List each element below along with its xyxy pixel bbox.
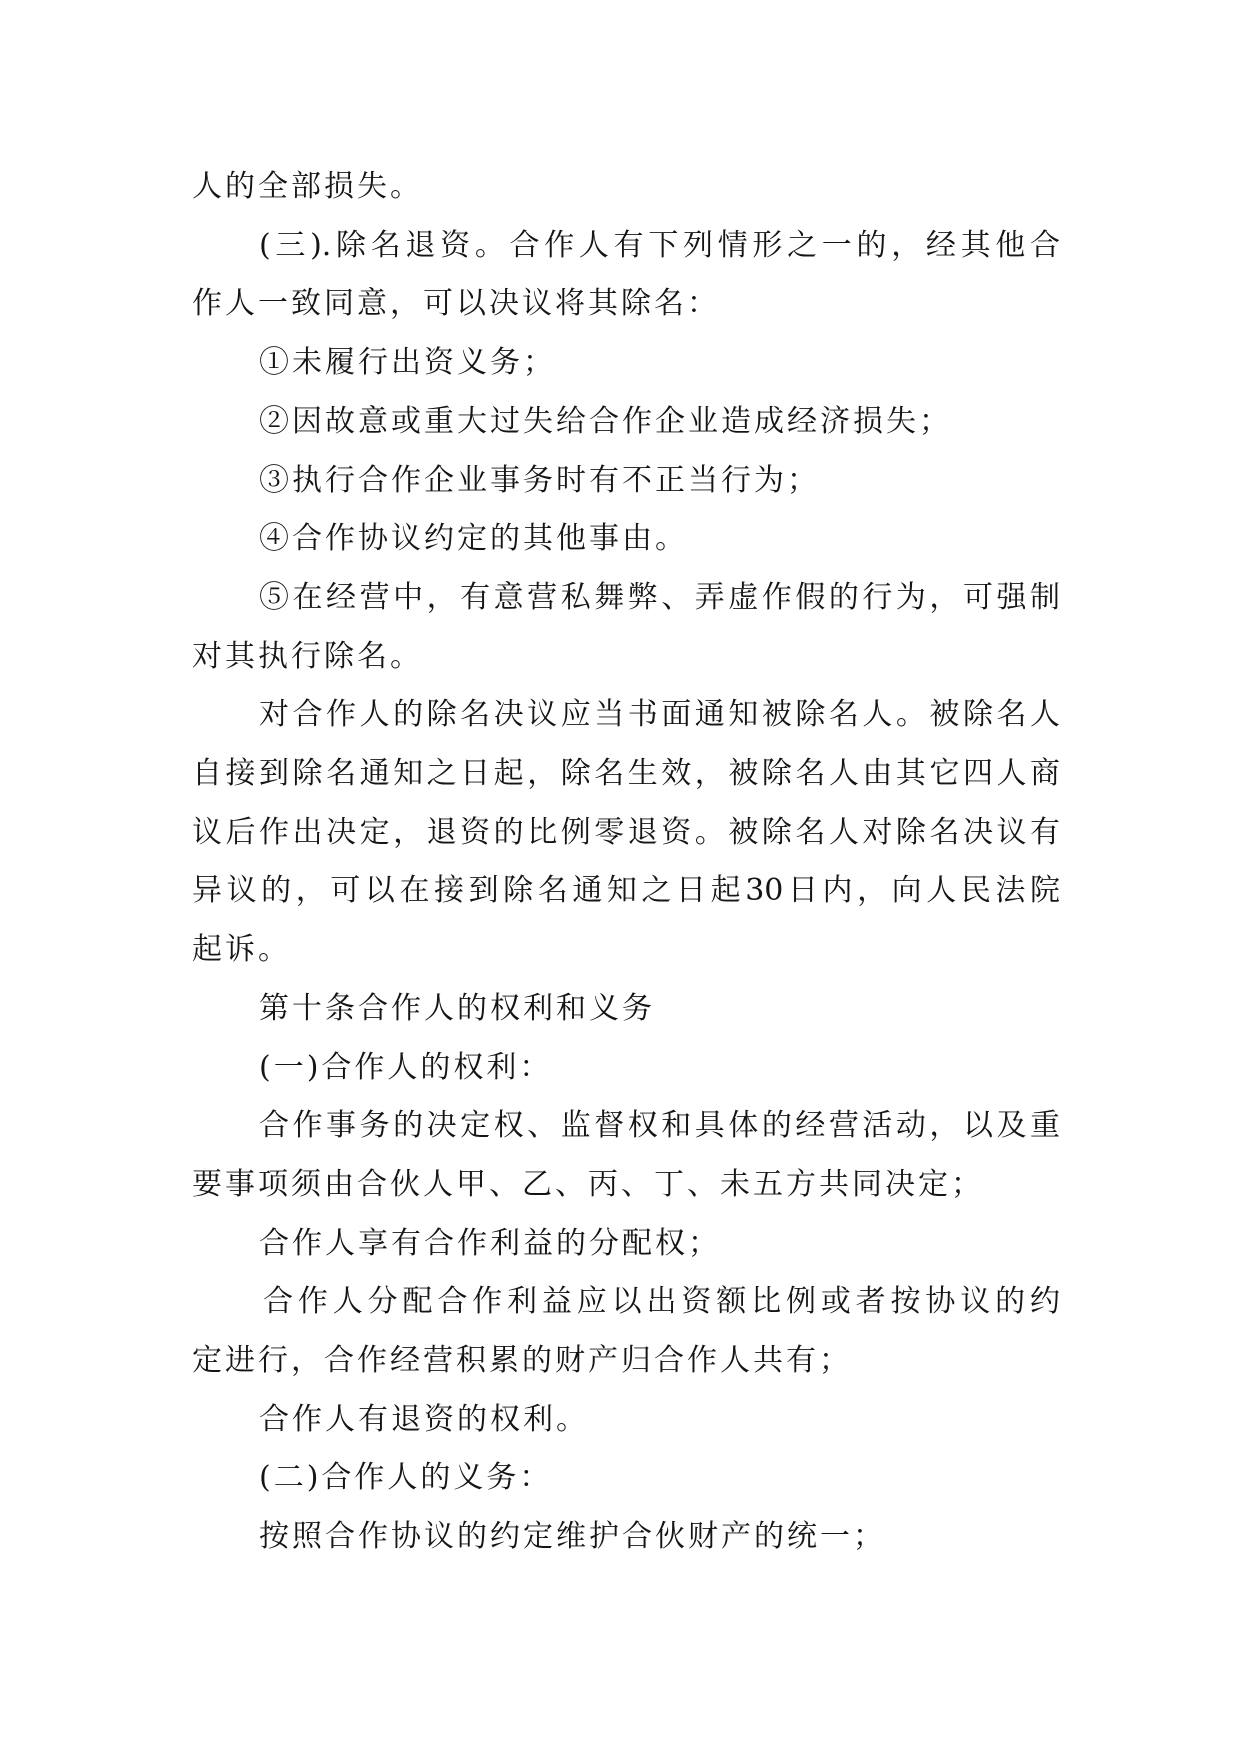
paragraph-line: 要事项须由合伙人甲、乙、丙、丁、未五方共同决定；	[192, 1167, 984, 1202]
subsection-heading: (一)合作人的权利：	[259, 1050, 553, 1085]
paragraph-line: 合作事务的决定权、监督权和具体的经营活动，以及重	[259, 1108, 1060, 1143]
paragraph-line: 按照合作协议的约定维护合伙财产的统一；	[259, 1519, 886, 1554]
paragraph-line: 自接到除名通知之日起，除名生效，被除名人由其它四人商	[192, 756, 1060, 791]
paragraph-line: 起诉。	[192, 932, 291, 967]
paragraph-line: 对其执行除名。	[192, 639, 423, 674]
paragraph-line: 合作人有退资的权利。	[259, 1402, 589, 1437]
paragraph-line: 作人一致同意，可以决议将其除名：	[192, 286, 720, 321]
list-item-line: ④合作协议约定的其他事由。	[259, 521, 688, 556]
paragraph-line: 议后作出决定，退资的比例零退资。被除名人对除名决议有	[192, 815, 1060, 850]
paragraph-line: 对合作人的除名决议应当书面通知被除名人。被除名人	[259, 697, 1060, 732]
paragraph-line: (三).除名退资。合作人有下列情形之一的，经其他合	[259, 228, 1060, 263]
list-item-line: ①未履行出资义务；	[259, 345, 556, 380]
section-heading: 第十条合作人的权利和义务	[259, 991, 655, 1026]
paragraph-line: 合作人分配合作利益应以出资额比例或者按协议的约	[263, 1284, 1060, 1319]
list-item-line: ③执行合作企业事务时有不正当行为；	[259, 463, 820, 498]
list-item-line: ②因故意或重大过失给合作企业造成经济损失；	[259, 404, 952, 439]
paragraph-line: 人的全部损失。	[192, 169, 423, 204]
subsection-heading: (二)合作人的义务：	[259, 1460, 553, 1495]
list-item-line: ⑤在经营中，有意营私舞弊、弄虚作假的行为，可强制	[259, 580, 1060, 615]
paragraph-line: 合作人享有合作利益的分配权；	[259, 1226, 721, 1261]
paragraph-line: 定进行，合作经营积累的财产归合作人共有；	[192, 1343, 852, 1378]
paragraph-line: 异议的，可以在接到除名通知之日起30日内，向人民法院	[192, 873, 1060, 908]
